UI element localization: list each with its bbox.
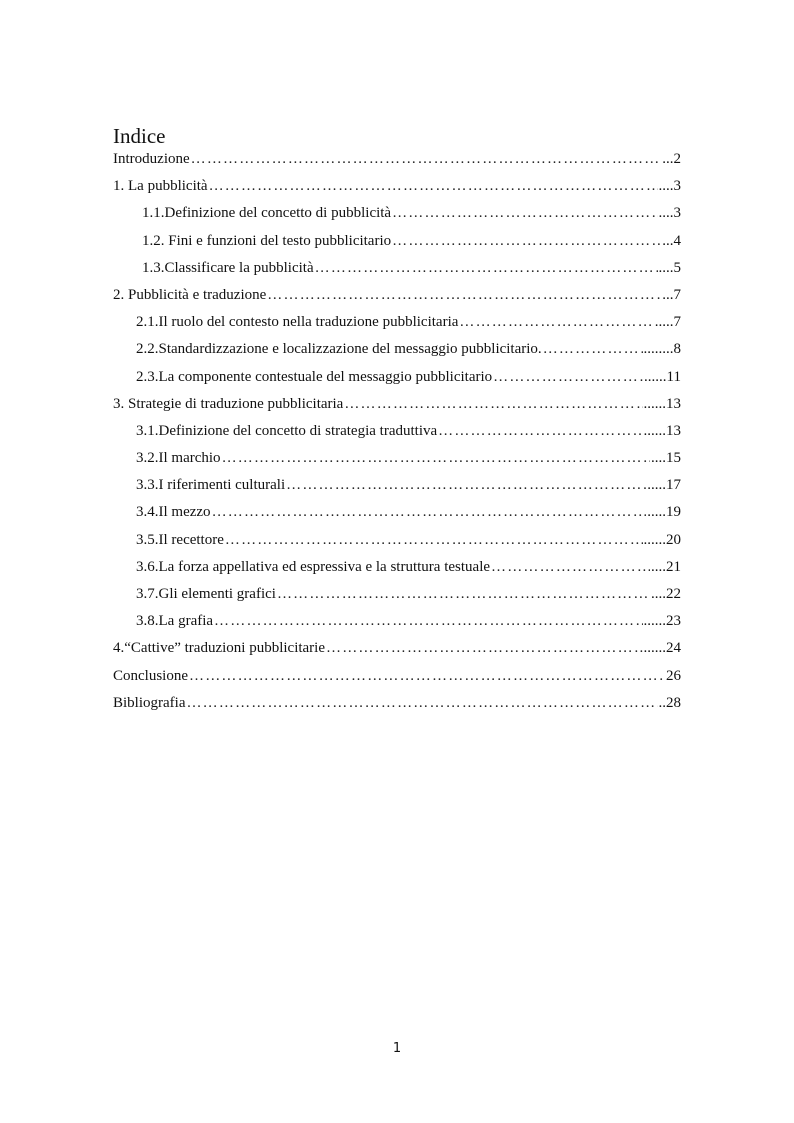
- dot-leader: [191, 149, 662, 169]
- dot-leader: [214, 611, 642, 631]
- toc-entry-section-3-5[interactable]: [113, 530, 681, 557]
- dot-leader: [209, 176, 658, 196]
- toc-entry-section-3-7[interactable]: [113, 584, 681, 611]
- toc-entry-label: 2.1.Il ruolo del contesto nella traduzione pubblicitaria: [136, 314, 459, 331]
- dot-leader: [186, 693, 657, 713]
- dot-leader: [543, 339, 643, 359]
- toc-entry-page: ..28: [658, 694, 681, 711]
- dot-leader: [189, 666, 665, 686]
- dot-leader: [277, 584, 650, 604]
- toc-entry-section-2-3[interactable]: [113, 367, 681, 394]
- toc-heading: Indice: [113, 124, 166, 148]
- toc-entry-chapter-3[interactable]: [113, 394, 681, 421]
- dot-leader: [438, 421, 642, 441]
- toc-entry-section-3-8[interactable]: [113, 611, 681, 638]
- toc-entry-section-3-4[interactable]: [113, 502, 681, 529]
- table-of-contents: [113, 149, 681, 720]
- toc-entry-label: 3.6.La forza appellativa ed espressiva e la struttura testuale: [136, 558, 491, 575]
- toc-entry-label: 3.4.Il mezzo: [136, 504, 211, 521]
- dot-leader: [392, 231, 661, 251]
- toc-entry-conclusione[interactable]: [113, 666, 681, 693]
- toc-entry-introduzione[interactable]: [113, 149, 681, 176]
- toc-entry-chapter-1[interactable]: [113, 176, 681, 203]
- toc-entry-page: .....19: [647, 504, 681, 521]
- toc-entry-label: 3. Strategie di traduzione pubblicitaria: [113, 395, 344, 412]
- toc-entry-section-3-1[interactable]: [113, 421, 681, 448]
- toc-entry-label: 2.2.Standardizzazione e localizzazione del messaggio pubblicitario.: [136, 341, 542, 358]
- toc-entry-label: 1. La pubblicità: [113, 178, 208, 195]
- toc-entry-label: 3.7.Gli elementi grafici: [136, 586, 276, 602]
- dot-leader: [212, 502, 647, 522]
- toc-entry-page: ......23: [643, 613, 681, 630]
- toc-entry-label: 1.2. Fini e funzioni del testo pubblicitario: [142, 232, 392, 249]
- toc-entry-page: ......13: [643, 422, 681, 439]
- toc-entry-section-1-3[interactable]: [113, 258, 681, 285]
- dot-leader: [326, 638, 642, 658]
- dot-leader: [392, 203, 657, 223]
- toc-entry-label: Conclusione: [113, 667, 188, 684]
- toc-entry-section-3-2[interactable]: [113, 448, 681, 475]
- toc-entry-label: 3.3.I riferimenti culturali: [136, 477, 286, 494]
- toc-entry-section-3-6[interactable]: [113, 557, 681, 584]
- toc-entry-bibliografia[interactable]: [113, 693, 681, 720]
- dot-leader: [491, 557, 650, 577]
- toc-entry-label: 3.8.La grafia: [136, 613, 214, 630]
- toc-entry-page: ......11: [644, 368, 681, 385]
- dot-leader: [267, 285, 661, 305]
- dot-leader: [286, 475, 646, 495]
- toc-entry-page: ......20: [643, 531, 681, 548]
- toc-entry-page: ....3: [658, 178, 681, 195]
- dot-leader: [459, 312, 653, 332]
- dot-leader: [225, 530, 643, 550]
- toc-entry-page: ...2: [662, 151, 681, 167]
- toc-entry-label: 4.“Cattive” traduzioni pubblicitarie: [113, 640, 326, 657]
- toc-entry-page: 26: [666, 667, 681, 684]
- toc-entry-chapter-2[interactable]: [113, 285, 681, 312]
- toc-entry-section-3-3[interactable]: [113, 475, 681, 502]
- toc-entry-label: 2. Pubblicità e traduzione: [113, 286, 267, 303]
- toc-entry-label: Bibliografia: [113, 694, 186, 711]
- toc-entry-page: .....17: [647, 477, 681, 494]
- toc-entry-page: .....7: [654, 314, 681, 331]
- toc-entry-page: ...7: [662, 286, 681, 303]
- toc-entry-chapter-4[interactable]: [113, 638, 681, 665]
- toc-entry-page: ......24: [643, 640, 681, 657]
- toc-entry-label: 2.3.La componente contestuale del messaggio pubblicitario: [136, 368, 493, 385]
- toc-entry-label: 1.3.Classificare la pubblicità: [142, 259, 314, 276]
- toc-entry-section-1-2[interactable]: [113, 231, 681, 258]
- toc-entry-page: ....3: [658, 205, 681, 222]
- toc-entry-page: ...4: [662, 232, 681, 249]
- toc-entry-section-1-1[interactable]: [113, 203, 681, 230]
- dot-leader: [315, 258, 658, 278]
- toc-entry-page: ........8: [643, 341, 681, 358]
- toc-entry-label: 3.2.Il marchio: [136, 450, 221, 467]
- toc-entry-label: Introduzione: [113, 151, 190, 167]
- page-number: 1: [392, 1041, 402, 1056]
- dot-leader: [222, 448, 650, 468]
- dot-leader: [493, 367, 643, 387]
- toc-entry-page: ....15: [651, 450, 681, 467]
- toc-entry-page: ....21: [651, 558, 681, 575]
- toc-entry-page: ....22: [651, 586, 681, 602]
- toc-entry-label: 3.5.Il recettore: [136, 531, 224, 548]
- toc-entry-page: ......13: [643, 395, 681, 412]
- toc-entry-page: ....5: [658, 259, 681, 276]
- toc-entry-label: 1.1.Definizione del concetto di pubblicità: [142, 205, 392, 222]
- dot-leader: [344, 394, 642, 414]
- toc-entry-section-2-2[interactable]: [113, 339, 681, 366]
- toc-entry-section-2-1[interactable]: [113, 312, 681, 339]
- toc-entry-label: 3.1.Definizione del concetto di strategia traduttiva: [136, 422, 438, 439]
